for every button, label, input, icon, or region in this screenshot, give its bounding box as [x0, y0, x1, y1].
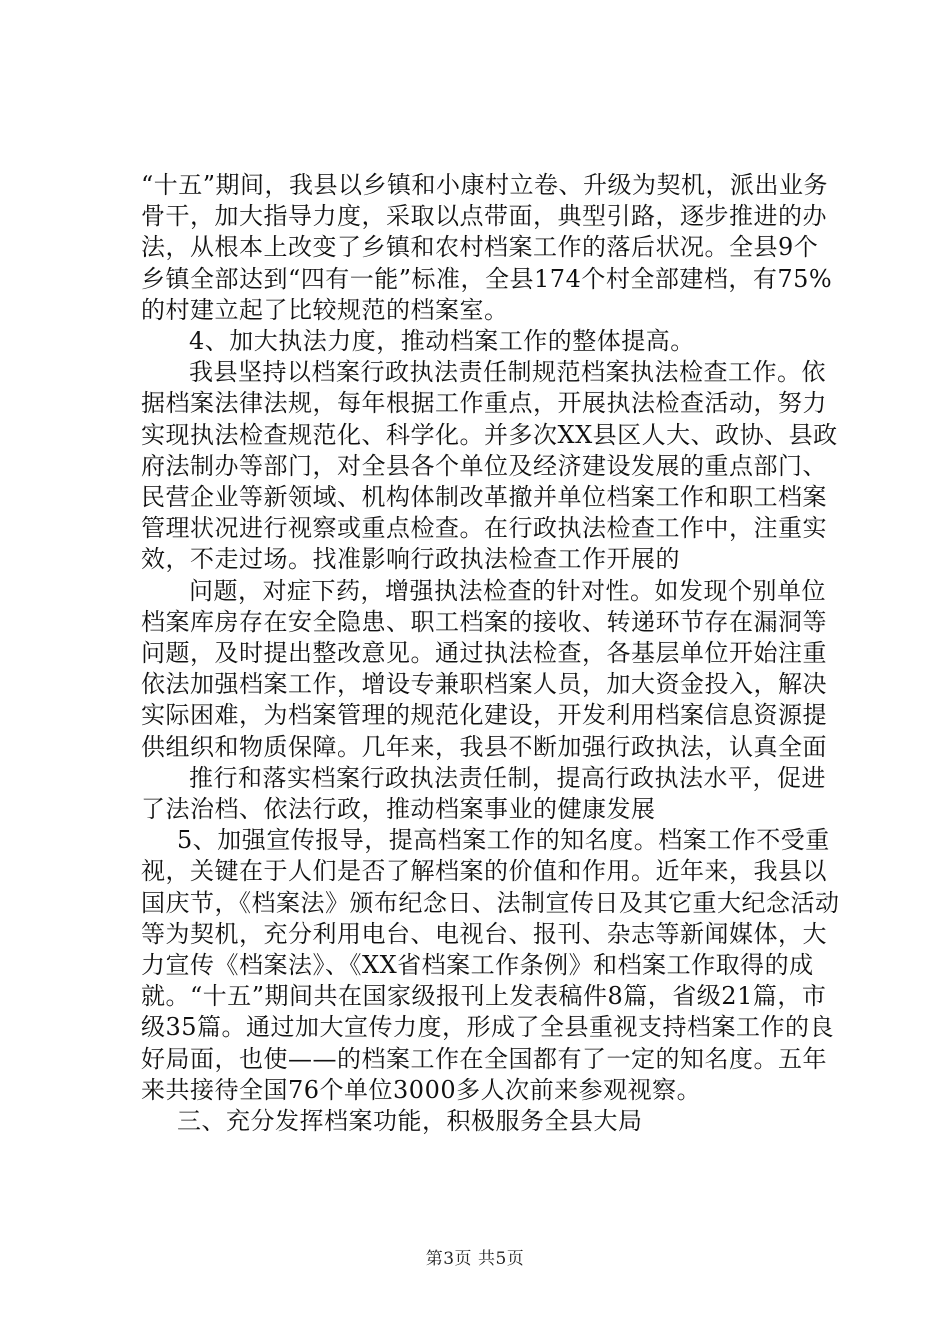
- paragraph-archive-upgrade: “十五”期间，我县以乡镇和小康村立卷、升级为契机，派出业务骨干，加大指导力度，采取以点带面，典型引路，逐步推进的办法，从根本上改变了乡镇和农村档案工作的落后状况。全县9个乡镇全部达到“四有一能”标准，全县174个村全部建档，有75%的村建立起了比较规范的档案室。: [141, 171, 833, 324]
- paragraph-enforcement-inspection: 我县坚持以档案行政执法责任制规范档案执法检查工作。依据档案法律法规，每年根据工作重点，开展执法检查活动，努力实现执法检查规范化、科学化。并多次XX县区人大、政协、县政府法制办等部门，对全县各个单位及经济建设发展的重点部门、民营企业等新领域、机构体制改革撤并单位档案工作和职工档案管理状况进行视察或重点检查。在行政执法检查工作中，注重实效，不走过场。找准影响行政执法检查工作开展的: [141, 358, 838, 574]
- heading-law-enforcement: 4、加大执法力度，推动档案工作的整体提高。: [189, 327, 695, 356]
- paragraph-rectification: 问题，对症下药，增强执法检查的针对性。如发现个别单位档案库房存在安全隐患、职工档案的接收、转递环节存在漏洞等问题，及时提出整改意见。通过执法检查，各基层单位开始注重依法加强档案工作，增设专兼职档案人员，加大资金投入，解决实际困难，为档案管理的规范化建设，开发利用档案信息资源提供组织和物质保障。几年来，我县不断加强行政执法，认真全面: [141, 576, 827, 761]
- heading-archive-function: 三、充分发挥档案功能，积极服务全县大局: [177, 1107, 643, 1136]
- document-body: [141, 170, 841, 1137]
- page-number-footer: 第3页 共5页: [425, 1249, 525, 1269]
- paragraph-publicity: 5、加强宣传报导，提高档案工作的知名度。档案工作不受重视，关键在于人们是否了解档案的价值和作用。近年来，我县以国庆节，《档案法》颁布纪念日、法制宣传日及其它重大纪念活动等为契机，充分利用电台、电视台、报刊、杂志等新闻媒体，大力宣传《档案法》、《XX省档案工作条例》和档案工作取得的成就。“十五”期间共在国家级报刊上发表稿件8篇，省级21篇，市级35篇。通过加大宣传力度，形成了全县重视支持档案工作的良好局面，也使——的档案工作在全国都有了一定的知名度。五年来共接待全国76个单位3000多人次前来参观视察。: [141, 826, 840, 1104]
- paragraph-responsibility-system: 推行和落实档案行政执法责任制，提高行政执法水平，促进了法治档、依法行政，推动档案事业的健康发展: [141, 763, 826, 824]
